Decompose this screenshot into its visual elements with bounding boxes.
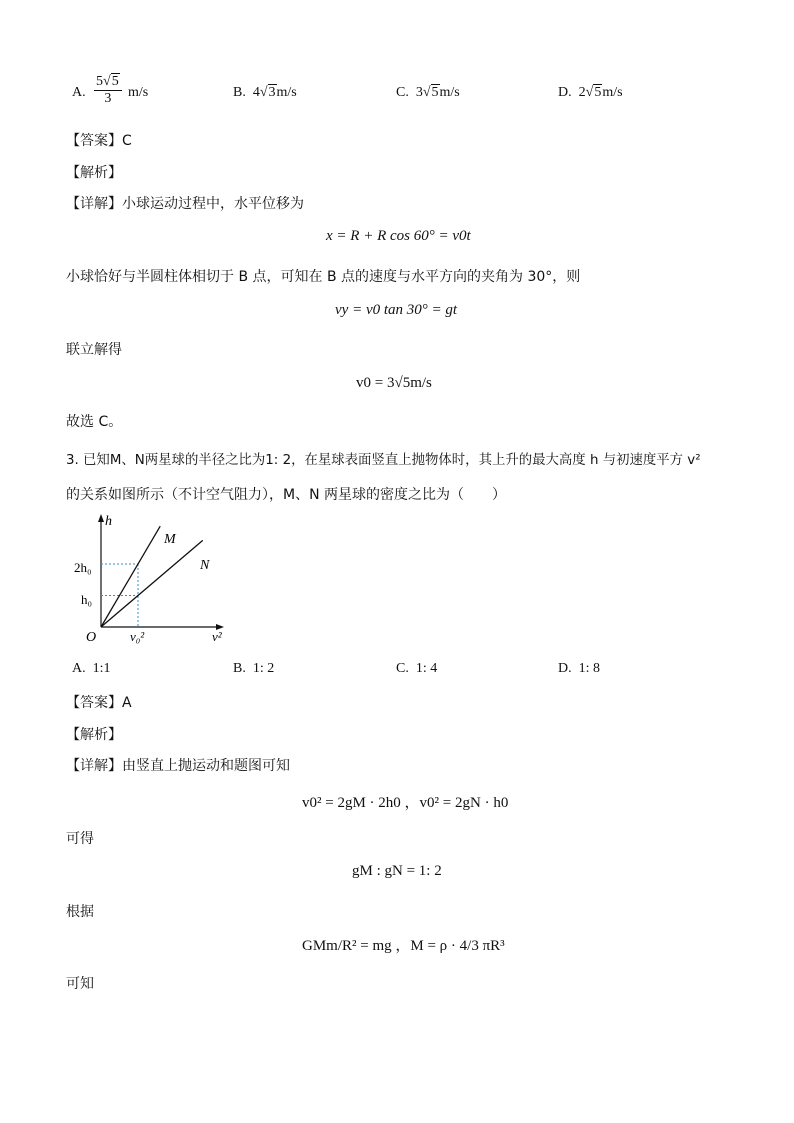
q2-detail-text: 小球运动过程中，水平位移为 (122, 196, 304, 212)
q2-option-a-letter: A. (72, 85, 86, 100)
q2-answer-label: 【答案】 (66, 133, 122, 149)
q3-equation-1: v0² = 2gM · 2h0 ，v0² = 2gN · h0 (302, 795, 509, 811)
q3-answer-line (66, 692, 132, 712)
q3-detail-line (66, 755, 290, 775)
q3-line-4: 可知 (66, 976, 94, 992)
q3-detail-text: 由竖直上抛运动和题图可知 (122, 758, 290, 774)
q2-answer-value: C (122, 133, 132, 149)
q3-equation-2: gM : gN = 1: 2 (352, 863, 442, 879)
q3-analysis-label: 【解析】 (66, 727, 122, 743)
origin-label: O (86, 630, 97, 645)
tick-label-h0: h₀ (81, 592, 93, 607)
q3-option-a: A. 1:1 (72, 661, 111, 676)
q2-option-b: B. 4√3m/s (233, 85, 297, 100)
q2-analysis-label: 【解析】 (66, 165, 122, 181)
q2-line-4: 故选 C。 (66, 414, 123, 430)
q3-equation-3: GMm/R² = mg ，M = ρ · 4/3 πR³ (302, 938, 505, 954)
q3-answer-value: A (122, 695, 132, 711)
q3-stem-line-1: 3. 已知M、N两星球的半径之比为1: 2，在星球表面竖直上抛物体时，其上升的最大高度 h 与初速度平方 v² (66, 453, 701, 468)
tick-label-v0sq: v₀² (130, 629, 145, 644)
series-line-m (101, 526, 160, 627)
series-line-n (101, 540, 203, 627)
line-m-label: M (164, 532, 176, 547)
q3-option-c: C. 1: 4 (396, 661, 438, 676)
q3-stem-line-2: 的关系如图所示（不计空气阻力），M、N 两星球的密度之比为（ ） (66, 487, 507, 503)
q2-option-d: D. 2√5m/s (558, 85, 623, 100)
q2-option-c: C. 3√5m/s (396, 85, 460, 100)
q3-option-b: B. 1: 2 (233, 661, 275, 676)
tick-label-2h0: 2h₀ (74, 560, 92, 575)
q2-detail-line (66, 193, 304, 213)
q2-equation-3: v0 = 3√5m/s (356, 375, 432, 391)
q3-detail-label: 【详解】 (66, 758, 122, 774)
q2-answer-line (66, 130, 132, 150)
q2-option-a-unit: m/s (128, 85, 149, 100)
x-axis-label: v² (212, 629, 222, 644)
line-n-label: N (200, 558, 210, 573)
q2-line-2: 小球恰好与半圆柱体相切于 B 点，可知在 B 点的速度与水平方向的夹角为 30°，则 (66, 269, 581, 285)
q2-equation-2: vy = v0 tan 30° = gt (335, 302, 458, 318)
q2-detail-label: 【详解】 (66, 196, 122, 212)
q3-line-2: 可得 (66, 831, 94, 847)
y-axis-label: h (105, 514, 112, 529)
q3-answer-label: 【答案】 (66, 695, 122, 711)
q2-equation-1: x = R + R cos 60° = v0t (326, 228, 471, 244)
q3-option-d: D. 1: 8 (558, 661, 600, 676)
q3-line-3: 根据 (66, 904, 94, 920)
q2-option-a-fraction: $\frac{5√5}{3}$ (94, 74, 122, 107)
q2-line-3: 联立解得 (66, 342, 122, 358)
q3-graph (74, 512, 234, 647)
y-axis-arrow (98, 514, 104, 522)
